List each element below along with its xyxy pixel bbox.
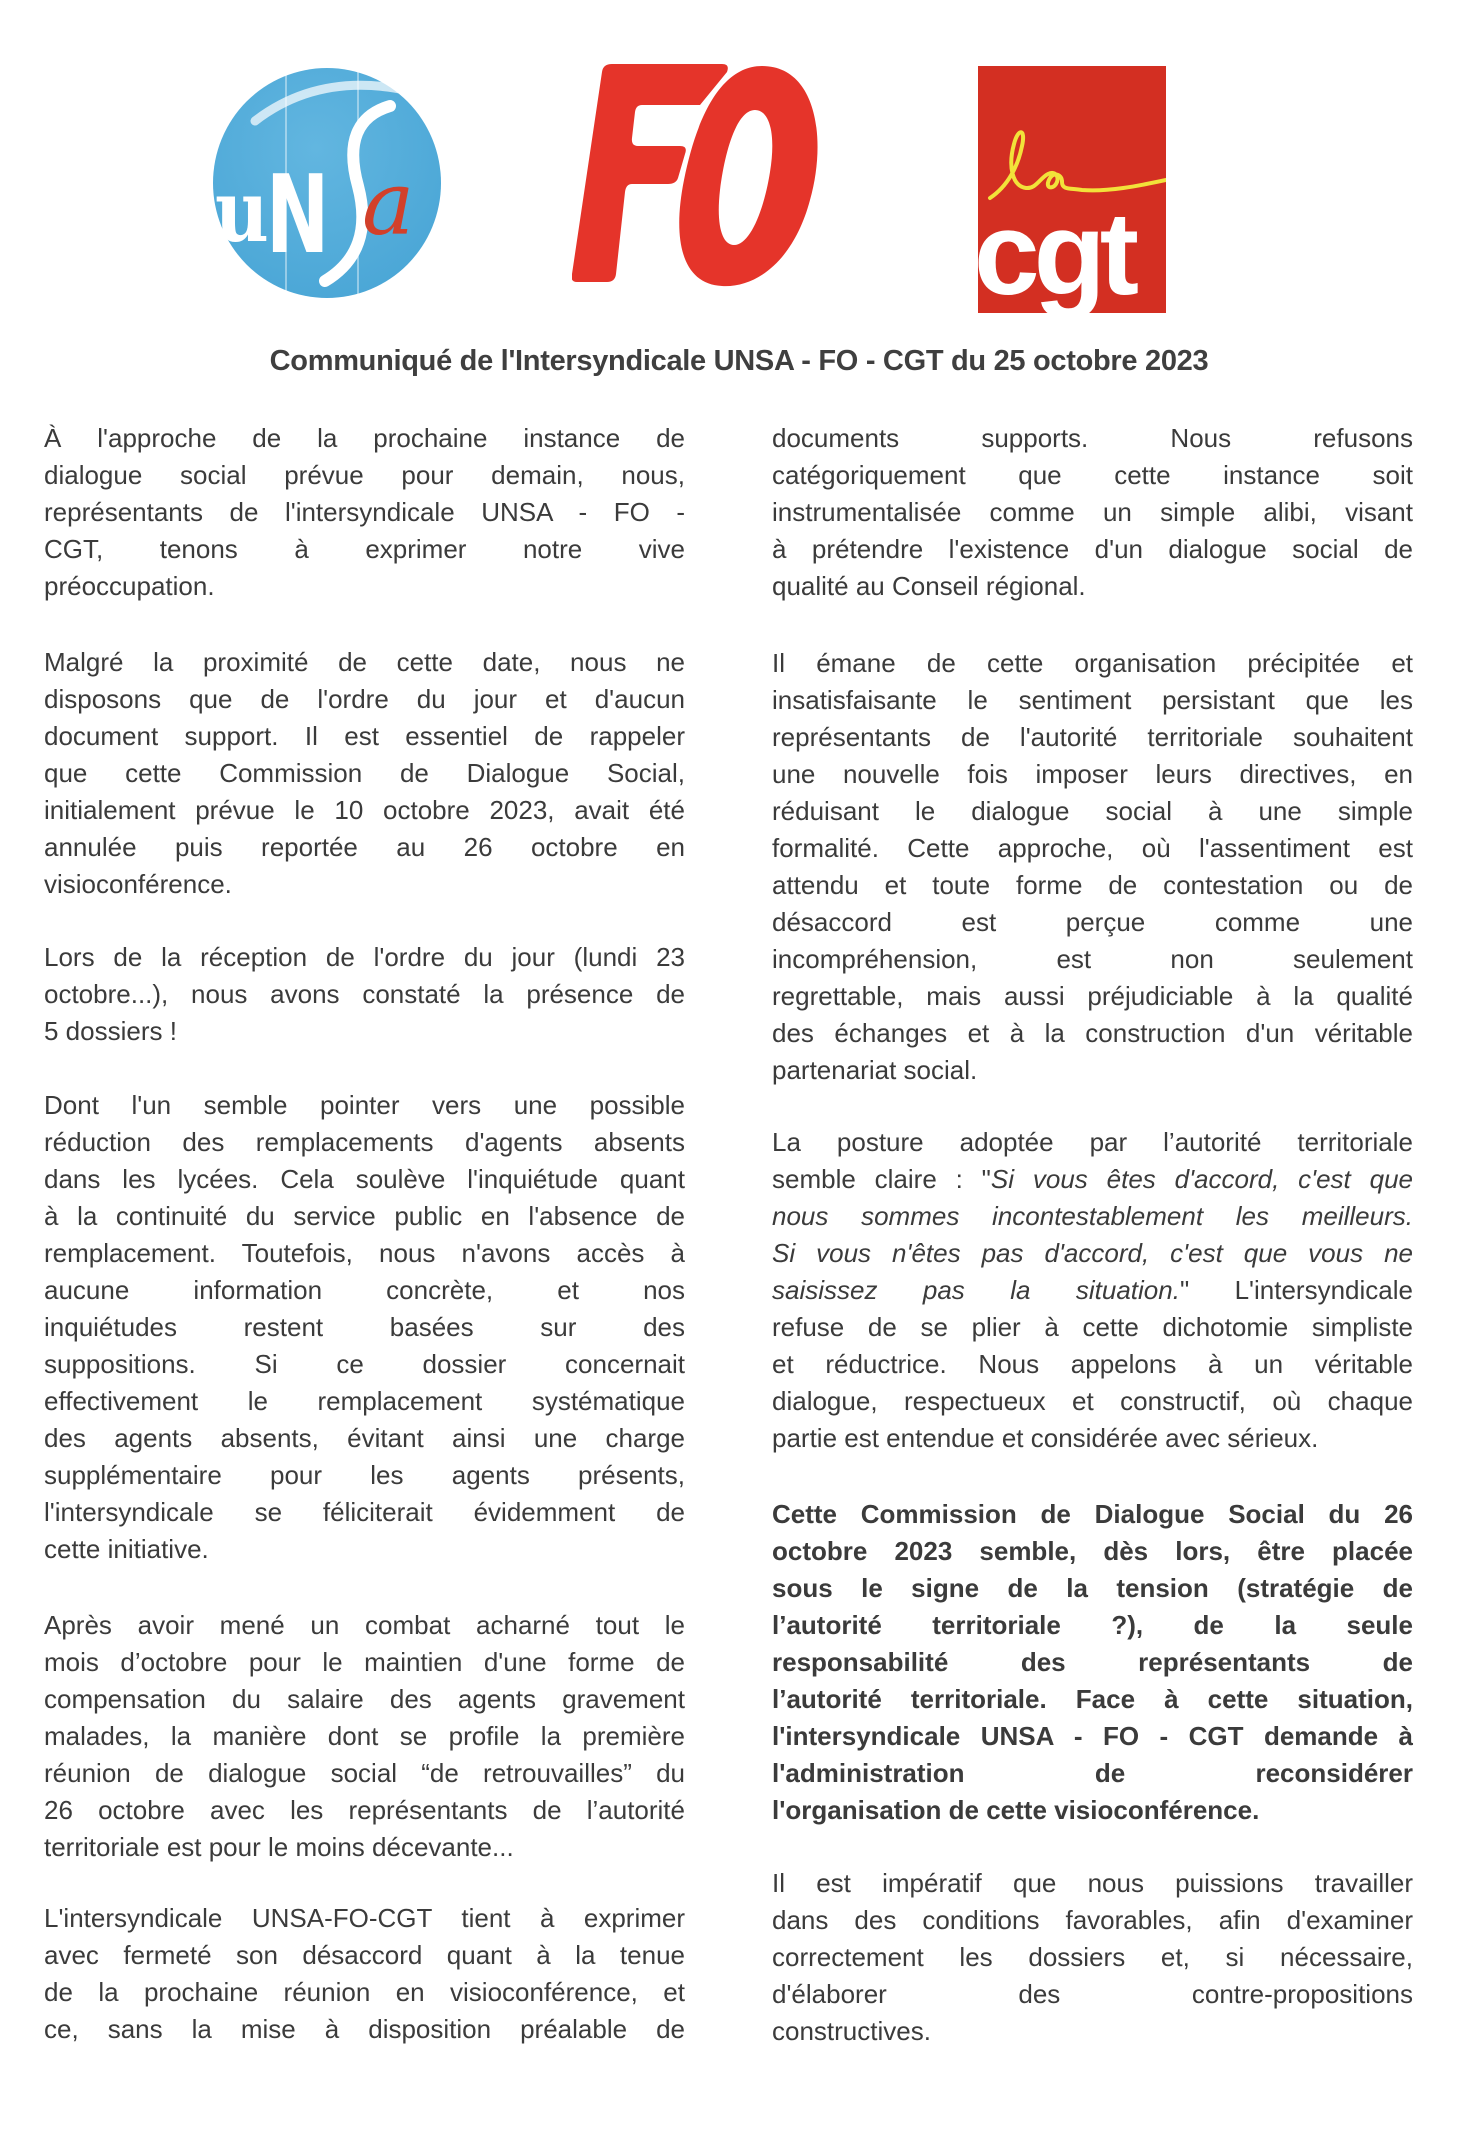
text-line: incompréhension, est non seulement [772,944,1413,974]
text-line: malades, la manière dont se profile la première [44,1721,685,1751]
text-line: suppositions. Si ce dossier concernait [44,1349,685,1379]
text-line: Il émane de cette organisation précipitée et [772,648,1413,678]
text-line: L'intersyndicale UNSA-FO-CGT tient à exprimer [44,1903,685,1933]
text-line: Cette Commission de Dialogue Social du 26 [772,1499,1413,1529]
text-line: préoccupation. [44,571,215,601]
paragraph [44,644,685,903]
text-line: catégoriquement que cette instance soit [772,460,1413,490]
text-line [772,1198,1413,1235]
text-segment: refuse de se plier à cette dichotomie simpliste [772,1312,1413,1342]
text-line: 5 dossiers ! [44,1016,177,1046]
unsa-letter-n: N [266,151,330,278]
text-line [772,1272,1413,1309]
text-line: constructives. [772,2016,931,2046]
text-line: initialement prévue le 10 octobre 2023, avait été [44,795,685,825]
paragraph [772,1865,1413,2050]
text-line: une nouvelle fois imposer leurs directives, en [772,759,1413,789]
fo-logo [572,60,824,290]
text-line [772,1161,1413,1198]
text-segment: semble claire : " [772,1164,991,1194]
text-line: Il est impératif que nous puissions travailler [772,1868,1413,1898]
paragraph [44,1607,685,1866]
text-line: visioconférence. [44,869,232,899]
italic-quote: saisissez pas la situation. [772,1275,1180,1305]
text-segment: La posture adoptée par l’autorité territoriale [772,1127,1413,1157]
text-line [772,1309,1413,1346]
text-line: qualité au Conseil régional. [772,571,1086,601]
text-line: document support. Il est essentiel de rappeler [44,721,685,751]
page-title: Communiqué de l'Intersyndicale UNSA - FO - CGT du 25 octobre 2023 [269,345,1209,377]
text-line: remplacement. Toutefois, nous n'avons accès à [44,1238,685,1268]
text-line: l'intersyndicale UNSA - FO - CGT demande à [772,1721,1413,1751]
text-line: ce, sans la mise à disposition préalable de [44,2014,685,2044]
text-line: inquiétudes restent basées sur des [44,1312,685,1342]
text-line: que cette Commission de Dialogue Social, [44,758,685,788]
text-line [772,1235,1413,1272]
text-line: d'élaborer des contre-propositions [772,1979,1413,2009]
text-line: effectivement le remplacement systématique [44,1386,685,1416]
text-line: désaccord est perçue comme une [772,907,1413,937]
text-line: octobre 2023 semble, dès lors, être placée [772,1536,1413,1566]
unsa-logo [210,66,444,300]
text-line: l’autorité territoriale ?), de la seule [772,1610,1413,1640]
text-line: l'organisation de cette visioconférence. [772,1795,1260,1825]
text-line: insatisfaisante le sentiment persistant que les [772,685,1413,715]
fo-logo-graphic [572,60,824,290]
text-line: documents supports. Nous refusons [772,423,1413,453]
text-line: mois d’octobre pour le maintien d'une forme de [44,1647,685,1677]
text-line: l’autorité territoriale. Face à cette situation, [772,1684,1413,1714]
text-line: représentants de l'intersyndicale UNSA - FO - [44,497,685,527]
text-segment: " L'intersyndicale [1179,1275,1413,1305]
text-line: annulée puis reportée au 26 octobre en [44,832,685,862]
italic-quote: nous sommes incontestablement les meilleurs. [772,1201,1413,1231]
text-line: l'intersyndicale se féliciterait évidemment de [44,1497,685,1527]
paragraph [44,939,685,1050]
text-line: aucune information concrète, et nos [44,1275,685,1305]
text-line: cette initiative. [44,1534,209,1564]
text-line: disposons que de l'ordre du jour et d'aucun [44,684,685,714]
text-line: réduction des remplacements d'agents absents [44,1127,685,1157]
text-line: À l'approche de la prochaine instance de [44,423,685,453]
text-line: dialogue social prévue pour demain, nous, [44,460,685,490]
paragraph [772,420,1413,605]
text-line: compensation du salaire des agents gravement [44,1684,685,1714]
text-line: 26 octobre avec les représentants de l’autorité [44,1795,685,1825]
text-line: formalité. Cette approche, où l'assentiment est [772,833,1413,863]
text-line: sous le signe de la tension (stratégie de [772,1573,1413,1603]
text-line: de la prochaine réunion en visioconférence, et [44,1977,685,2007]
unsa-letter-u: u [215,160,269,262]
italic-quote: Si vous êtes d'accord, c'est que [990,1164,1414,1194]
paragraph [772,1124,1413,1457]
unsa-logo-graphic [210,66,444,300]
text-segment: dialogue, respectueux et constructif, où chaque [772,1386,1413,1416]
text-line: réunion de dialogue social “de retrouvailles” du [44,1758,685,1788]
text-line: attendu et toute forme de contestation ou de [772,870,1413,900]
text-line: réduisant le dialogue social à une simple [772,796,1413,826]
text-line: regrettable, mais aussi préjudiciable à la qualité [772,981,1413,1011]
text-line: des agents absents, évitant ainsi une charge [44,1423,685,1453]
text-line [772,1383,1413,1420]
paragraph [44,1900,685,2048]
text-line: à la continuité du service public en l'absence de [44,1201,685,1231]
cgt-logo [978,66,1166,313]
paragraph [772,645,1413,1089]
text-segment: et réductrice. Nous appelons à un véritable [772,1349,1413,1379]
text-line: avec fermeté son désaccord quant à la tenue [44,1940,685,1970]
text-line [772,1124,1413,1161]
text-line: Lors de la réception de l'ordre du jour (lundi 23 [44,942,685,972]
text-line: Après avoir mené un combat acharné tout le [44,1610,685,1640]
text-line: l'administration de reconsidérer [772,1758,1413,1788]
text-line: territoriale est pour le moins décevante... [44,1832,514,1862]
text-line: octobre...), nous avons constaté la présence de [44,979,685,1009]
text-line: supplémentaire pour les agents présents, [44,1460,685,1490]
text-line: partenariat social. [772,1055,978,1085]
paragraph [44,1087,685,1568]
paragraph [44,420,685,605]
paragraph [772,1496,1413,1829]
text-line: correctement les dossiers et, si nécessaire, [772,1942,1413,1972]
text-line: à prétendre l'existence d'un dialogue social de [772,534,1413,564]
cgt-logo-text: cgt [978,188,1133,313]
text-line: dans les lycées. Cela soulève l'inquiétude quant [44,1164,685,1194]
text-line: instrumentalisée comme un simple alibi, visant [772,497,1413,527]
text-line [772,1420,1413,1457]
unsa-letter-a: a [362,152,415,255]
text-line: dans des conditions favorables, afin d'examiner [772,1905,1413,1935]
cgt-logo-graphic [978,66,1166,313]
text-line: CGT, tenons à exprimer notre vive [44,534,685,564]
text-line: responsabilité des représentants de [772,1647,1413,1677]
text-line [772,1346,1413,1383]
text-line: des échanges et à la construction d'un véritable [772,1018,1413,1048]
text-line: Dont l'un semble pointer vers une possible [44,1090,685,1120]
text-line: Malgré la proximité de cette date, nous ne [44,647,685,677]
text-segment: partie est entendue et considérée avec sérieux. [772,1423,1319,1453]
text-line: représentants de l'autorité territoriale souhaitent [772,722,1413,752]
italic-quote: Si vous n'êtes pas d'accord, c'est que vous ne [772,1238,1413,1268]
